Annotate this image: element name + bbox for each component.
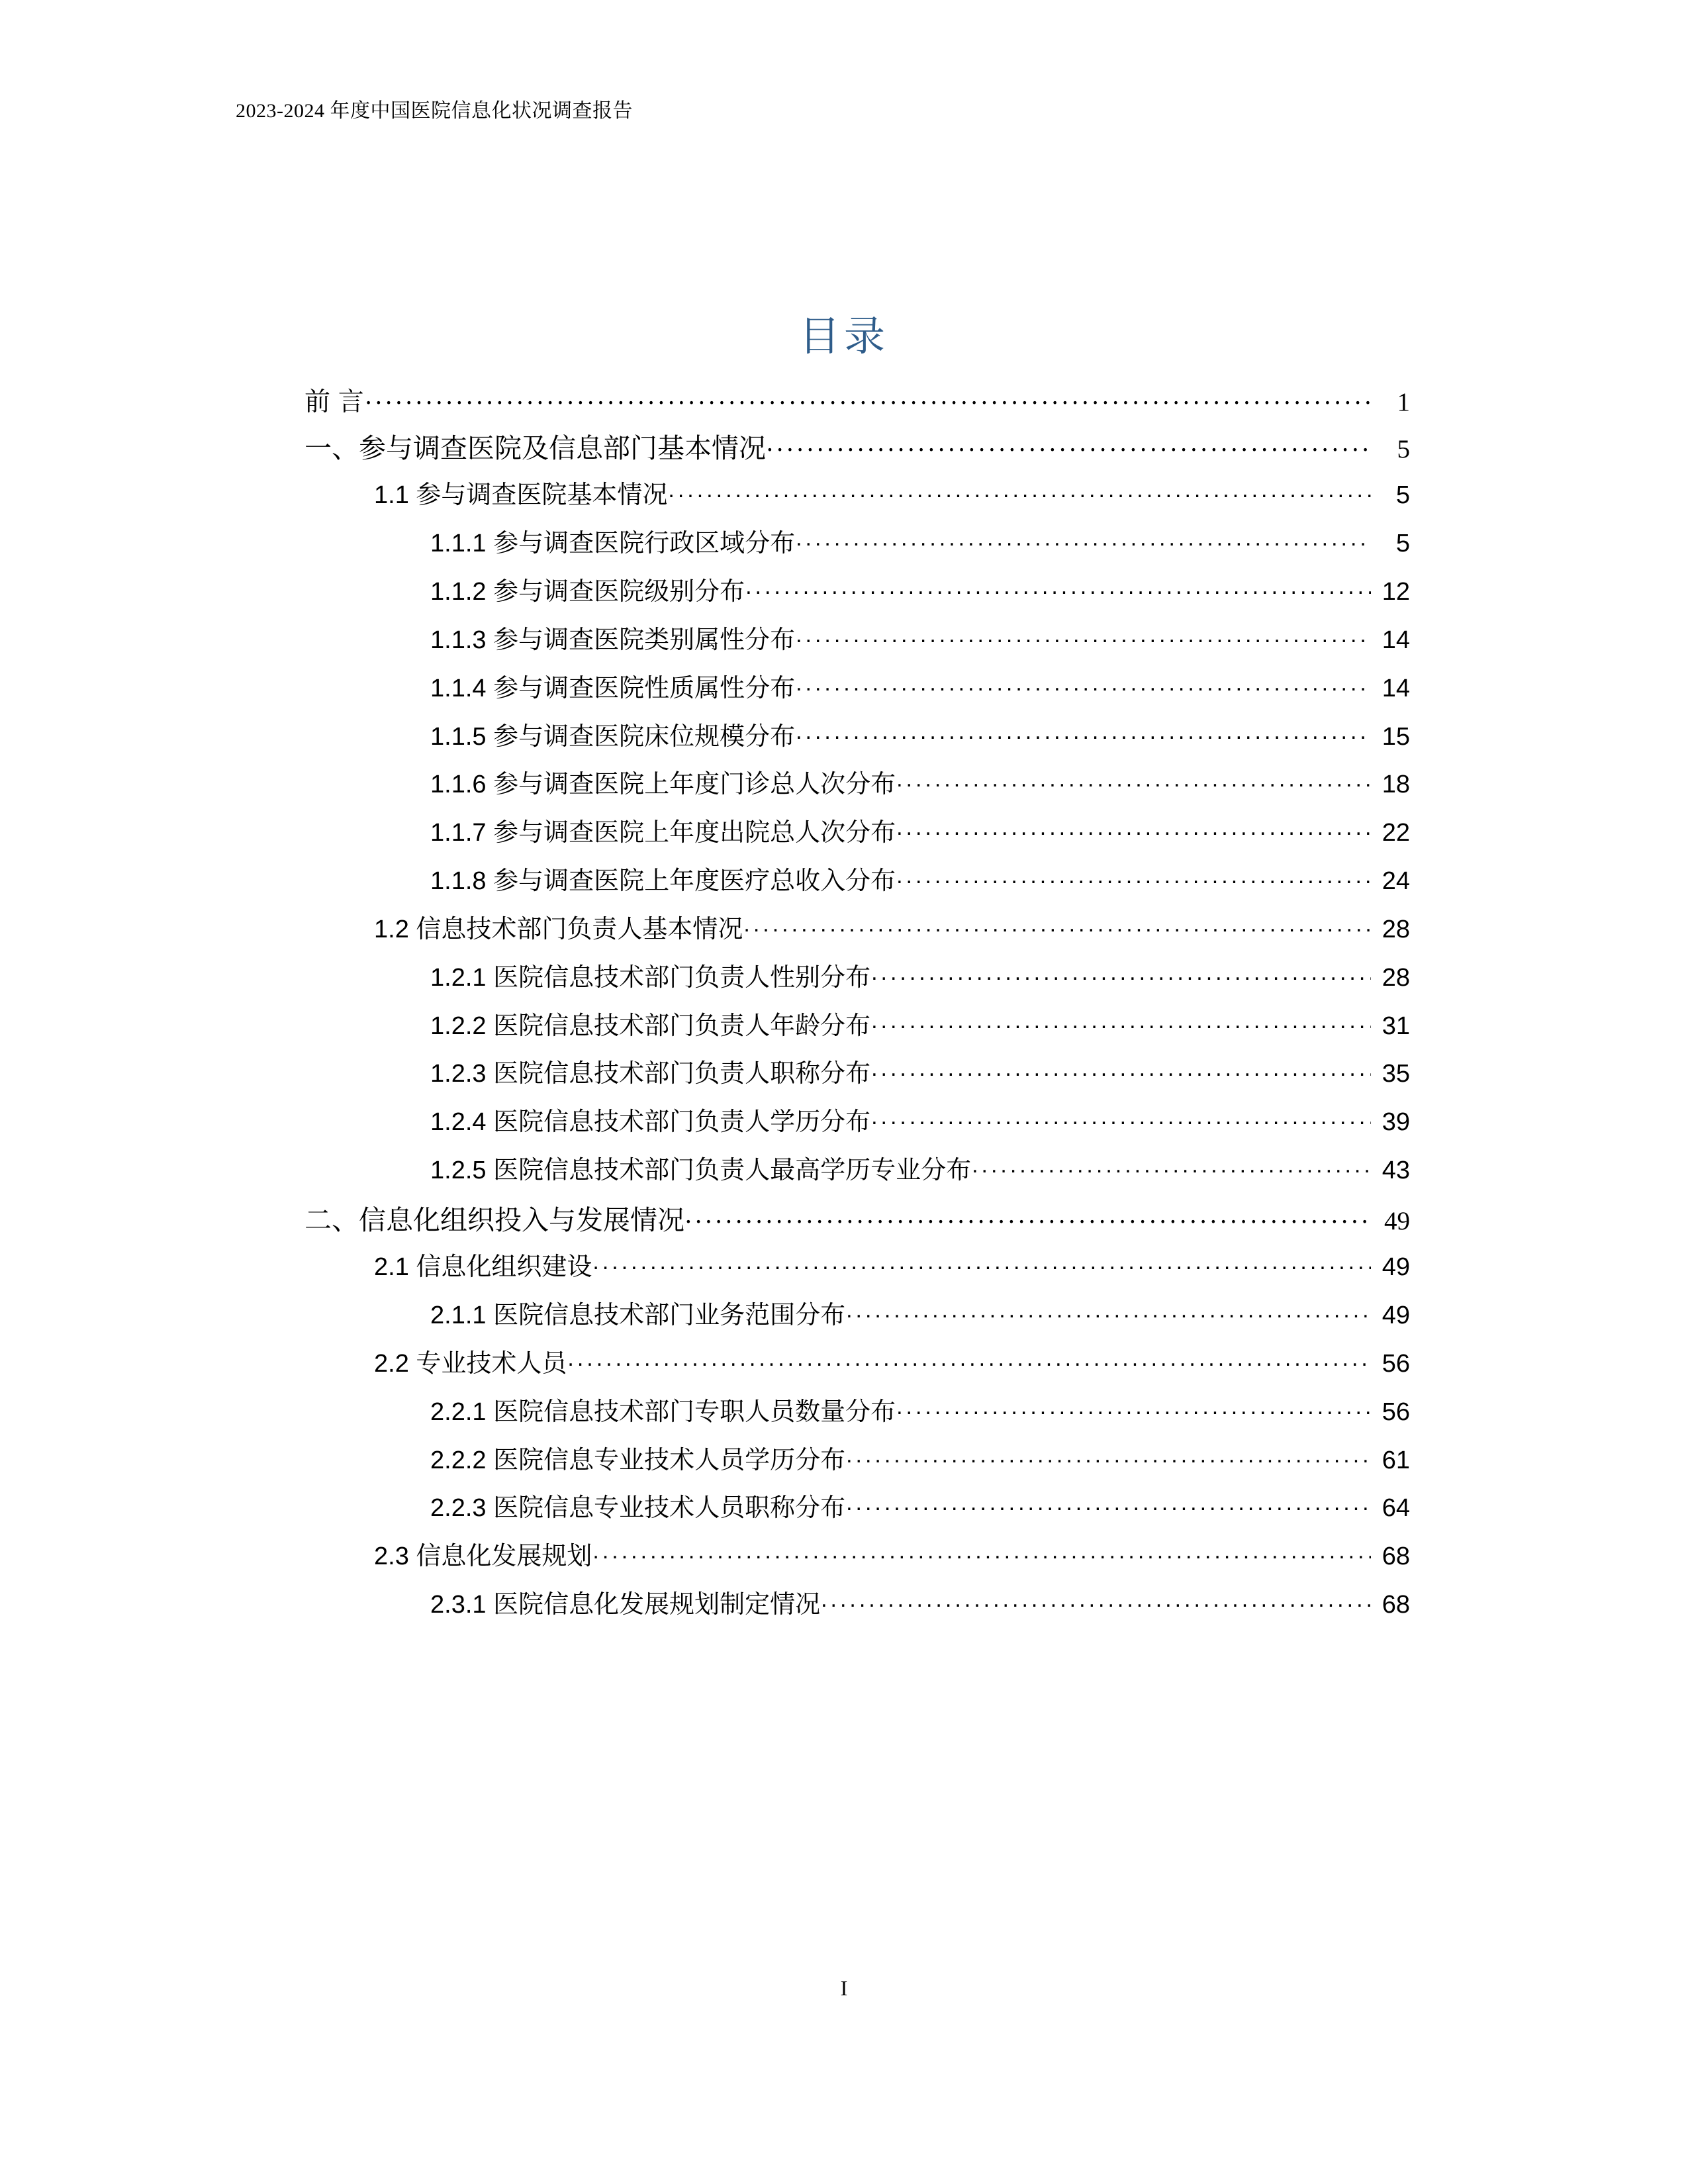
toc-entry[interactable] (0, 1494, 1688, 1523)
toc-entry[interactable] (0, 674, 1688, 704)
toc-dot-leader (896, 782, 1371, 792)
toc-entry-page-number: 1 (1397, 388, 1410, 416)
toc-entry-label: 1.2.3 医院信息技术部门负责人职称分布 (430, 1060, 871, 1088)
toc-entry-page-number: 39 (1382, 1108, 1410, 1137)
toc-entry[interactable] (0, 626, 1688, 655)
toc-entry-label: 1.2.4 医院信息技术部门负责人学历分布 (430, 1108, 871, 1137)
toc-dot-leader (592, 1554, 1371, 1564)
toc-dot-leader (821, 1602, 1371, 1613)
toc-entry-page-number: 56 (1382, 1398, 1410, 1426)
toc-entry-page-number: 64 (1382, 1494, 1410, 1523)
toc-dot-leader (972, 1168, 1371, 1178)
toc-entry-label: 2.1 信息化组织建设 (374, 1253, 592, 1282)
toc-dot-leader (896, 878, 1371, 889)
toc-entry-page-number: 49 (1384, 1206, 1410, 1235)
toc-entry-label: 二、信息化组织投入与发展情况 (305, 1204, 684, 1235)
toc-entry-page-number: 18 (1382, 771, 1410, 799)
toc-entry-label: 1.2.5 医院信息技术部门负责人最高学历专业分布 (430, 1156, 972, 1184)
toc-dot-leader (846, 1505, 1371, 1516)
toc-dot-leader (871, 1023, 1371, 1034)
toc-entry[interactable] (0, 529, 1688, 559)
toc-entry-label: 2.2.2 医院信息专业技术人员学历分布 (430, 1446, 846, 1474)
toc-entry-page-number: 56 (1382, 1349, 1410, 1378)
toc-dot-leader (796, 686, 1371, 696)
toc-dot-leader (796, 541, 1371, 551)
toc-dot-leader (871, 1119, 1371, 1130)
toc-entry[interactable] (0, 1590, 1688, 1620)
toc-entry-page-number: 35 (1382, 1060, 1410, 1088)
toc-entry-page-number: 28 (1382, 963, 1410, 992)
toc-entry[interactable] (0, 1301, 1688, 1331)
toc-entry[interactable] (0, 1446, 1688, 1476)
toc-entry-page-number: 68 (1382, 1543, 1410, 1571)
toc-entry[interactable] (0, 387, 1688, 418)
table-of-contents (0, 387, 1688, 1638)
toc-entry[interactable] (0, 722, 1688, 752)
toc-entry[interactable] (0, 770, 1688, 800)
toc-entry-label: 1.1.2 参与调查医院级别分布 (430, 578, 745, 606)
toc-entry-label: 1.1.6 参与调查医院上年度门诊总人次分布 (430, 771, 896, 799)
toc-dot-leader (743, 927, 1371, 937)
toc-entry-page-number: 68 (1382, 1590, 1410, 1619)
toc-entry-label: 一、参与调查医院及信息部门基本情况 (305, 433, 766, 464)
footer-page-number: I (840, 1976, 848, 2000)
toc-dot-leader (685, 1219, 1371, 1229)
toc-dot-leader (846, 1313, 1371, 1323)
toc-entry[interactable] (0, 1398, 1688, 1427)
toc-entry-label: 2.2.1 医院信息技术部门专职人员数量分布 (430, 1398, 896, 1426)
toc-entry[interactable] (0, 1349, 1688, 1379)
toc-entry[interactable] (0, 1253, 1688, 1282)
toc-dot-leader (896, 1409, 1371, 1420)
toc-dot-leader (896, 830, 1371, 841)
toc-entry[interactable] (0, 867, 1688, 896)
toc-entry[interactable] (0, 432, 1688, 464)
toc-dot-leader (846, 1458, 1371, 1468)
toc-entry-label: 1.2.1 医院信息技术部门负责人性别分布 (430, 963, 871, 992)
toc-entry-page-number: 14 (1382, 674, 1410, 702)
toc-entry-page-number: 12 (1382, 578, 1410, 606)
toc-entry-page-number: 28 (1382, 915, 1410, 943)
page-title: 目录 (798, 314, 889, 359)
toc-entry-page-number: 31 (1382, 1012, 1410, 1040)
toc-entry-label: 1.1.8 参与调查医院上年度医疗总收入分布 (430, 867, 896, 896)
running-header: 2023-2024 年度中国医院信息化状况调查报告 (236, 100, 633, 122)
toc-entry-page-number: 5 (1395, 481, 1410, 510)
toc-entry-page-number: 5 (1397, 435, 1410, 464)
toc-dot-leader (567, 1361, 1371, 1372)
toc-entry-page-number: 15 (1382, 722, 1410, 751)
toc-entry-label: 1.1.5 参与调查医院床位规模分布 (430, 722, 796, 751)
toc-entry-label: 1.2.2 医院信息技术部门负责人年龄分布 (430, 1012, 871, 1040)
toc-dot-leader (871, 1071, 1371, 1082)
toc-entry-label: 2.2 专业技术人员 (374, 1349, 567, 1378)
toc-entry[interactable] (0, 818, 1688, 848)
toc-entry[interactable] (0, 1542, 1688, 1572)
toc-entry-label: 2.3.1 医院信息化发展规划制定情况 (430, 1590, 821, 1619)
toc-entry-page-number: 22 (1382, 819, 1410, 847)
toc-entry-label: 1.2 信息技术部门负责人基本情况 (374, 915, 743, 943)
toc-entry[interactable] (0, 963, 1688, 993)
toc-dot-leader (365, 400, 1371, 410)
toc-dot-leader (871, 975, 1371, 986)
toc-entry-page-number: 61 (1382, 1446, 1410, 1474)
toc-entry-label: 2.3 信息化发展规划 (374, 1543, 592, 1571)
toc-dot-leader (592, 1264, 1371, 1275)
toc-entry-label: 前 言 (305, 388, 365, 416)
toc-dot-leader (796, 734, 1371, 745)
toc-entry[interactable] (0, 1204, 1688, 1236)
toc-entry-page-number: 5 (1395, 530, 1410, 558)
toc-dot-leader (767, 447, 1371, 457)
toc-entry-page-number: 43 (1382, 1156, 1410, 1184)
toc-entry-label: 2.2.3 医院信息专业技术人员职称分布 (430, 1494, 846, 1523)
toc-entry[interactable] (0, 1059, 1688, 1089)
toc-entry[interactable] (0, 1012, 1688, 1041)
toc-entry-label: 1.1.7 参与调查医院上年度出院总人次分布 (430, 819, 896, 847)
toc-entry-page-number: 14 (1382, 626, 1410, 654)
toc-entry-page-number: 49 (1382, 1253, 1410, 1282)
toc-entry-label: 1.1.4 参与调查医院性质属性分布 (430, 674, 796, 702)
toc-entry-label: 2.1.1 医院信息技术部门业务范围分布 (430, 1302, 846, 1330)
toc-entry-label: 1.1 参与调查医院基本情况 (374, 481, 668, 510)
toc-entry[interactable] (0, 481, 1688, 510)
toc-dot-leader (668, 493, 1371, 503)
toc-entry-page-number: 49 (1382, 1302, 1410, 1330)
toc-dot-leader (745, 589, 1371, 600)
toc-entry[interactable] (0, 915, 1688, 945)
toc-entry-label: 1.1.3 参与调查医院类别属性分布 (430, 626, 796, 654)
toc-dot-leader (796, 638, 1371, 648)
toc-entry-page-number: 24 (1382, 867, 1410, 896)
toc-entry[interactable] (0, 1108, 1688, 1137)
toc-entry[interactable] (0, 577, 1688, 607)
toc-entry-label: 1.1.1 参与调查医院行政区域分布 (430, 530, 796, 558)
toc-entry[interactable] (0, 1156, 1688, 1186)
